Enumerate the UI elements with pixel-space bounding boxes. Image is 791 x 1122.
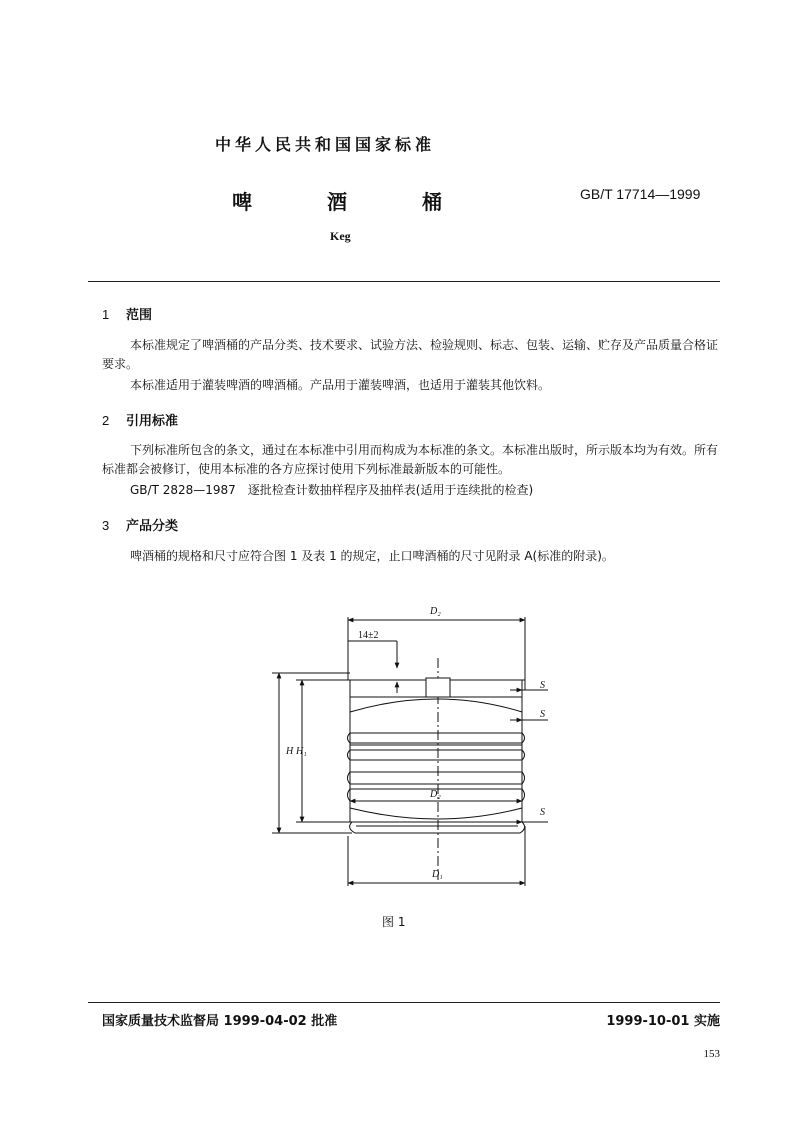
section-number: 1: [102, 307, 110, 322]
lower-ring-1: [348, 772, 525, 784]
section-title: 产品分类: [126, 519, 179, 534]
label-d1: D₁: [432, 869, 443, 880]
section-number: 2: [102, 413, 110, 428]
paragraph: 下列标准所包含的条文，通过在本标准中引用而构成为本标准的条文。本标准出版时，所示版本均为有效。所有标准都会被修订，使用本标准的各方应探讨使用下列标准最新版本的可能性。: [102, 443, 719, 476]
paragraph: 本标准适用于灌装啤酒的啤酒桶。产品用于灌装啤酒，也适用于灌装其他饮料。: [130, 378, 551, 392]
label-h1: H₁: [296, 746, 307, 757]
bottom-chime: [350, 822, 525, 833]
title-char-3: 桶: [422, 190, 442, 214]
label-s3: S: [540, 807, 545, 818]
figure-caption: 图 1: [382, 915, 406, 929]
standard-number: GB/T 17714—1999: [580, 186, 701, 202]
paragraph: 啤酒桶的规格和尺寸应符合图 1 及表 1 的规定，止口啤酒桶的尺寸见附录 A(标准的附录)。: [130, 549, 614, 563]
approval-date: 国家质量技术监督局 1999-04-02 批准: [102, 1014, 338, 1029]
footer-divider: [88, 1002, 720, 1003]
label-tolerance: 14±2: [358, 630, 379, 641]
label-d2-mid: D₂: [430, 789, 441, 800]
upper-ring-2: [348, 750, 525, 760]
spear-valve: [426, 678, 450, 697]
page-number: 153: [703, 1048, 720, 1060]
effective-date: 1999-10-01 实施: [606, 1014, 720, 1029]
section-title: 范围: [126, 308, 153, 323]
document-org-title: 中华人民共和国国家标准: [215, 135, 436, 154]
title-char-1: 啤: [232, 190, 252, 214]
reference-entry: GB/T 2828—1987 逐批检查计数抽样程序及抽样表(适用于连续批的检查): [130, 483, 534, 497]
upper-ring-1: [348, 733, 525, 743]
label-s2: S: [540, 709, 545, 720]
label-d2-top: D₂: [430, 606, 441, 617]
top-dome: [350, 699, 522, 712]
section-number: 3: [102, 518, 110, 533]
title-char-2: 酒: [327, 190, 347, 214]
bottom-dome: [350, 808, 522, 819]
section-title: 引用标准: [126, 414, 179, 429]
label-h: H: [286, 746, 294, 757]
paragraph: 本标准规定了啤酒桶的产品分类、技术要求、试验方法、检验规则、标志、包装、运输、贮存及产品质量合格证要求。: [102, 338, 719, 371]
label-s1: S: [540, 680, 545, 691]
english-title: Keg: [330, 229, 351, 243]
